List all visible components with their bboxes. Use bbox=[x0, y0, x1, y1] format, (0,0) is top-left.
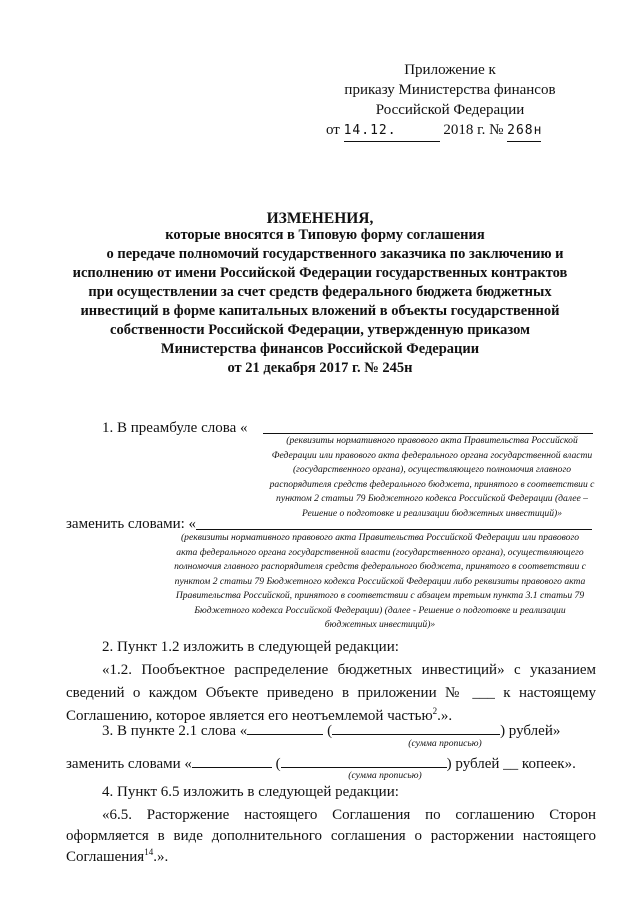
title-line: при осуществлении за счет средств федерального бюджета бюджетных bbox=[88, 284, 552, 300]
item-3-text: 3. В пункте 2.1 слова « bbox=[102, 723, 248, 739]
paragraph-line: сведений о каждом Объекте приведено в приложении № ___ к настоящему bbox=[66, 685, 596, 701]
paragraph-end: .». bbox=[437, 708, 453, 724]
paragraph-line: «1.2. Пообъектное распределение бюджетных инвестиций» с указанием bbox=[102, 662, 596, 678]
item-2-paragraph bbox=[66, 660, 596, 726]
item-2-heading: 2. Пункт 1.2 изложить в следующей редакции: bbox=[102, 639, 399, 655]
item-1-note bbox=[246, 434, 618, 521]
footnote-ref: 2 bbox=[432, 706, 438, 716]
note-line: пунктом 2 статьи 79 Бюджетного кодекса Российской Федерации (далее – bbox=[276, 493, 588, 504]
footnote-ref: 14 bbox=[144, 847, 154, 857]
paren-open: ( bbox=[323, 723, 333, 739]
header-line-1: Приложение к bbox=[404, 62, 496, 78]
blank-field bbox=[281, 752, 447, 768]
appendix-header bbox=[320, 60, 580, 142]
sum-in-words-note: (сумма прописью) bbox=[348, 770, 422, 781]
paragraph-line: «6.5. Расторжение настоящего Соглашения по соглашению Сторон bbox=[102, 807, 596, 823]
title-subtitle bbox=[0, 226, 640, 378]
note-line: Бюджетного кодекса Российской Федерации) (далее - Решение о подготовке и реализации bbox=[194, 604, 566, 616]
note-line: полномочия главного распорядителя средств федерального бюджета, принятого в соответствии с bbox=[174, 561, 586, 572]
item-4-paragraph bbox=[66, 805, 596, 867]
item-3-line-2 bbox=[66, 752, 576, 774]
paragraph-text: Соглашению, которое является его неотъемлемой частью bbox=[66, 708, 433, 724]
paragraph-end: .». bbox=[153, 849, 169, 865]
item-1-replacement-note bbox=[150, 531, 610, 633]
title-line: собственности Российской Федерации, утвержденную приказом bbox=[110, 322, 530, 338]
document-title: ИЗМЕНЕНИЯ, bbox=[266, 210, 374, 227]
replace-text: заменить словами: « bbox=[66, 516, 197, 532]
item-3-end: ) рублей» bbox=[500, 723, 561, 739]
note-line: (государственного органа), осуществляющего полномочия главного bbox=[292, 464, 572, 475]
date-prefix: от bbox=[326, 122, 340, 138]
header-date-line bbox=[320, 120, 580, 142]
blank-field bbox=[247, 719, 323, 735]
paren-open: ( bbox=[271, 756, 281, 772]
title-line: которые вносятся в Типовую форму соглашения bbox=[165, 227, 485, 243]
item-4-heading: 4. Пункт 6.5 изложить в следующей редакции: bbox=[102, 784, 399, 800]
paragraph-line: оформляется в виде дополнительного соглашения о расторжении настоящего bbox=[66, 828, 596, 844]
blank-field bbox=[332, 719, 500, 735]
title-line: о передаче полномочий государственного заказчика по заключению и bbox=[106, 246, 564, 262]
note-line: Федерации или правового акта федерального органа государственной власти bbox=[271, 449, 593, 461]
replace-text: заменить словами « bbox=[66, 756, 192, 772]
sum-in-words-note: (сумма прописью) bbox=[408, 738, 482, 749]
note-line: бюджетных инвестиций)» bbox=[324, 619, 436, 630]
item-1-text: 1. В преамбуле слова « bbox=[102, 420, 248, 436]
title-line: Министерства финансов Российской Федерации bbox=[160, 341, 480, 357]
note-line: (реквизиты нормативного правового акта Правительства Российской bbox=[286, 435, 578, 446]
header-line-3: Российской Федерации bbox=[375, 102, 525, 118]
title-line: инвестиций в форме капитальных вложений в объекты государственной bbox=[80, 303, 560, 319]
header-line-2: приказу Министерства финансов bbox=[344, 82, 556, 98]
handwritten-date: 14.12. bbox=[344, 121, 440, 142]
title-line: исполнению от имени Российской Федерации государственных контрактов bbox=[72, 265, 568, 281]
note-line: Решение о подготовке и реализации бюджетных инвестиций)» bbox=[302, 507, 562, 519]
year-text: 2018 г. № bbox=[443, 122, 504, 138]
note-line: (реквизиты нормативного правового акта Правительства Российской Федерации или правового bbox=[180, 532, 579, 543]
blank-field bbox=[192, 752, 272, 768]
note-line: распорядителя средств федерального бюджета, принятого в соответствии с bbox=[269, 478, 595, 490]
note-line: пунктом 2 статьи 79 Бюджетного кодекса Российской Федерации либо реквизиты правового акта bbox=[174, 575, 586, 587]
item-3-end: ) рублей __ копеек». bbox=[446, 756, 576, 772]
paragraph-text: Соглашения bbox=[66, 849, 145, 865]
handwritten-number: 268н bbox=[507, 121, 541, 142]
note-line: Правительства Российской, принятого в соответствии с абзацем третьим пункта 3.1 статьи 79 bbox=[175, 590, 585, 601]
blank-line bbox=[196, 529, 592, 530]
paragraph-line bbox=[66, 847, 596, 867]
title-line: от 21 декабря 2017 г. № 245н bbox=[227, 360, 413, 376]
note-line: акта федерального органа государственной власти (государственного органа), осуществляющего bbox=[176, 546, 584, 558]
